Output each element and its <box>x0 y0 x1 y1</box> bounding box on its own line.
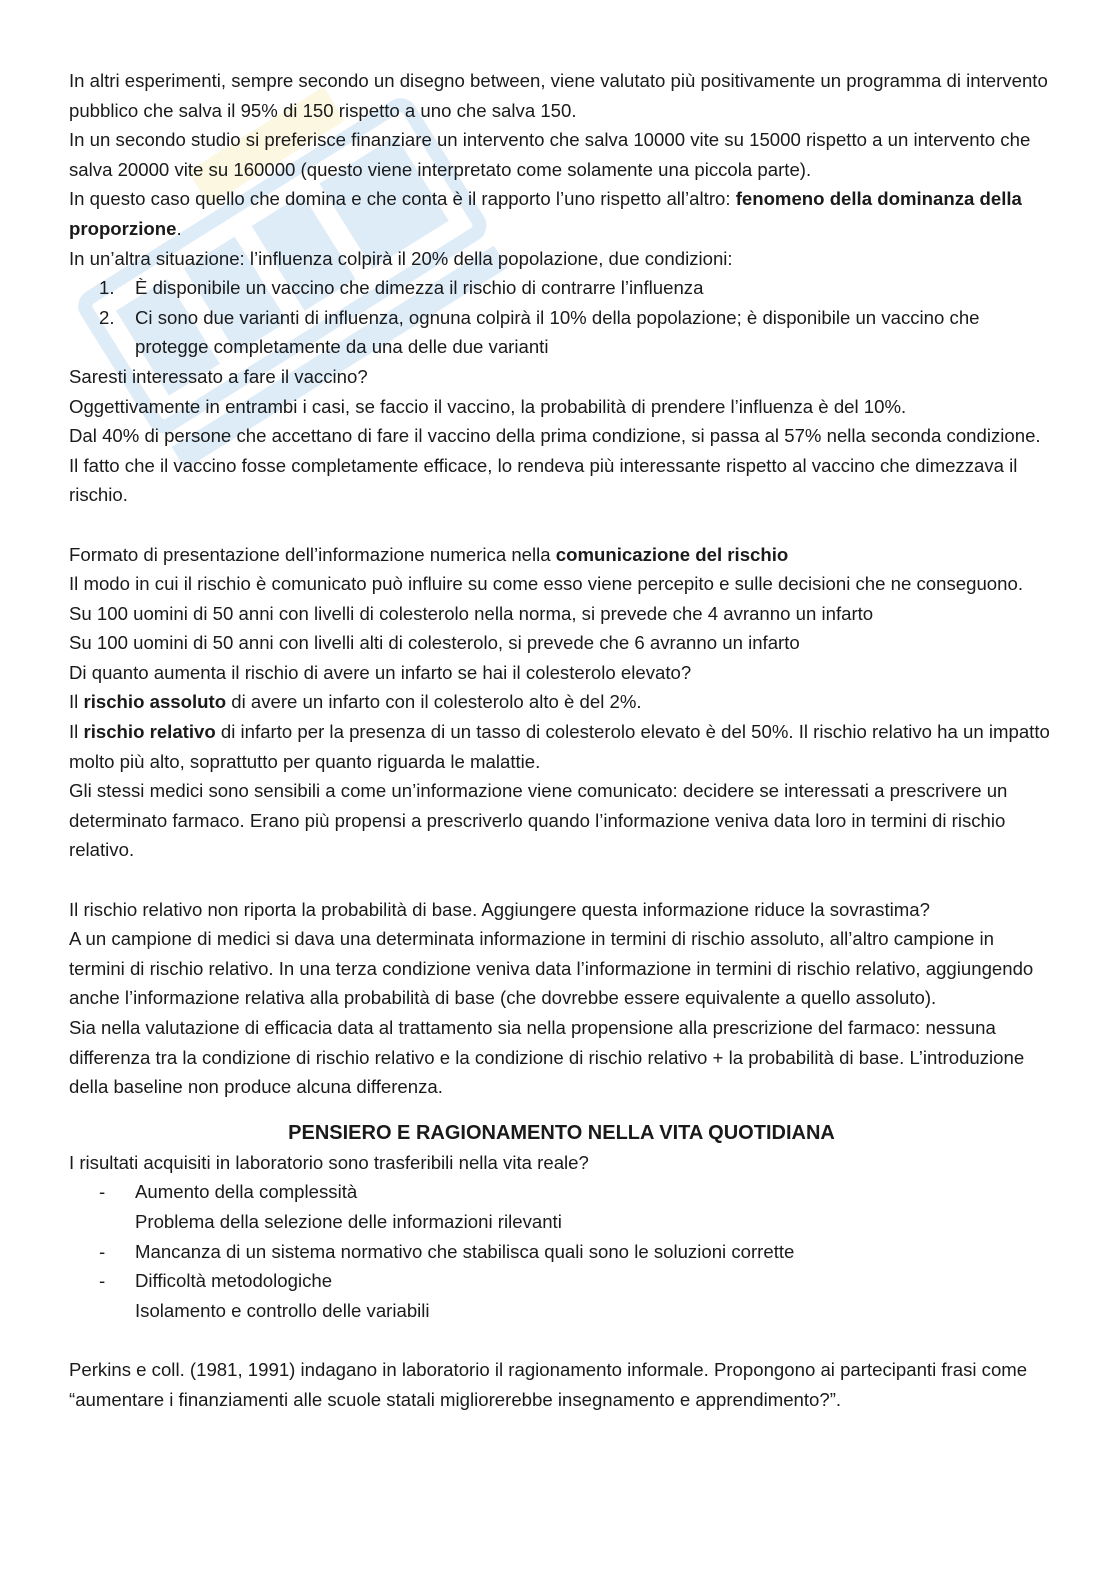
text-span: . <box>176 217 182 239</box>
list-item-text: Difficoltà metodologiche <box>135 1270 333 1292</box>
list-marker: 2. <box>99 306 115 328</box>
paragraph: Perkins e coll. (1981, 1991) indagano in laboratorio il ragionamento informale. Propongono ai partecipanti frasi come “aumentare i finanziamenti alle scuole statali migliorerebbe insegnamento e apprendimento?”. <box>69 1358 1028 1410</box>
bullet-list <box>69 1177 1054 1325</box>
list-item <box>69 1177 1054 1207</box>
paragraph <box>69 184 1054 243</box>
paragraph <box>69 717 1054 776</box>
paragraph: Il rischio relativo non riporta la probabilità di base. Aggiungere questa informazione riduce la sovrastima? <box>69 898 930 920</box>
list-marker: - <box>99 1270 106 1292</box>
section-heading: PENSIERO E RAGIONAMENTO NELLA VITA QUOTIDIANA <box>288 1121 835 1144</box>
list-item-text: Mancanza di un sistema normativo che stabilisca quali sono le soluzioni corrette <box>135 1240 795 1262</box>
text-span: di infarto per la presenza di un tasso di colesterolo elevato è del 50%. Il rischio relativo ha un impatto molto più alto, soprattutto per quanto riguarda le malattie. <box>69 721 1050 772</box>
bold-term: rischio relativo <box>83 721 216 743</box>
list-item-text: Aumento della complessità <box>135 1181 358 1203</box>
list-item-subtext: Problema della selezione delle informazioni rilevanti <box>135 1210 562 1232</box>
list-item-subtext: Isolamento e controllo delle variabili <box>135 1299 430 1321</box>
paragraph <box>69 540 1054 570</box>
text-span: di avere un infarto con il colesterolo alto è del 2%. <box>226 691 642 713</box>
bold-term: rischio assoluto <box>83 691 227 713</box>
paragraph: Di quanto aumenta il rischio di avere un infarto se hai il colesterolo elevato? <box>69 661 692 683</box>
list-item <box>69 1266 1054 1296</box>
list-marker: 1. <box>99 277 115 299</box>
list-marker: - <box>99 1240 106 1262</box>
paragraph: Su 100 uomini di 50 anni con livelli alti di colesterolo, si prevede che 6 avranno un infarto <box>69 632 800 654</box>
paragraph: Dal 40% di persone che accettano di fare il vaccino della prima condizione, si passa al 57% nella seconda condizione. Il fatto che il vaccino fosse completamente efficace, lo rendeva più interessante rispetto al vaccino che dimezzava il rischio. <box>69 425 1041 506</box>
bold-term: fenomeno della dominanza della proporzione <box>69 188 1022 239</box>
list-item-text: È disponibile un vaccino che dimezza il rischio di contrarre l’influenza <box>135 277 704 299</box>
text-span: Il <box>69 691 84 713</box>
paragraph: In altri esperimenti, sempre secondo un disegno between, viene valutato più positivamente un programma di intervento pubblico che salva il 95% di 150 rispetto a uno che salva 150. <box>69 70 1048 121</box>
paragraph: Gli stessi medici sono sensibili a come un’informazione viene comunicato: decidere se interessati a prescrivere un determinato farmaco. Erano più propensi a prescriverlo quando l’informazione veniva data loro in termini di rischio relativo. <box>69 780 1008 861</box>
spacer <box>69 1325 1054 1355</box>
paragraph: Saresti interessato a fare il vaccino? <box>69 365 368 387</box>
list-item <box>69 303 1054 362</box>
paragraph: Sia nella valutazione di efficacia data al trattamento sia nella propensione alla prescrizione del farmaco: nessuna differenza tra la condizione di rischio relativo e la condizione di rischio relativo + la probabilità di base. L’introduzione della baseline non produce alcuna differenza. <box>69 1017 1025 1098</box>
list-item-sub <box>69 1207 1054 1237</box>
paragraph: Su 100 uomini di 50 anni con livelli di colesterolo nella norma, si prevede che 4 avranno un infarto <box>69 602 874 624</box>
paragraph <box>69 687 1054 717</box>
paragraph: In un secondo studio si preferisce finanziare un intervento che salva 10000 vite su 15000 rispetto a un intervento che salva 20000 vite su 160000 (questo viene interpretato come solamente una piccola parte). <box>69 129 1031 180</box>
paragraph: Oggettivamente in entrambi i casi, se faccio il vaccino, la probabilità di prendere l’influenza è del 10%. <box>69 395 907 417</box>
document-body <box>69 66 1054 1414</box>
text-span: Formato di presentazione dell’informazione numerica nella <box>69 543 556 565</box>
text-span: In questo caso quello che domina e che conta è il rapporto l’uno rispetto all’altro: <box>69 188 736 210</box>
bold-term: comunicazione del rischio <box>555 543 789 565</box>
spacer <box>69 510 1054 540</box>
spacer <box>69 865 1054 895</box>
paragraph: I risultati acquisiti in laboratorio sono trasferibili nella vita reale? <box>69 1151 589 1173</box>
list-item-text: Ci sono due varianti di influenza, ognuna colpirà il 10% della popolazione; è disponibile un vaccino che protegge completamente da una delle due varianti <box>135 306 980 358</box>
list-marker: - <box>99 1181 106 1203</box>
paragraph: A un campione di medici si dava una determinata informazione in termini di rischio assoluto, all’altro campione in termini di rischio relativo. In una terza condizione veniva data l’informazione in termini di rischio relativo, aggiungendo anche l’informazione relativa alla probabilità di base (che dovrebbe essere equivalente a quello assoluto). <box>69 928 1034 1009</box>
text-span: Il <box>69 721 84 743</box>
list-item <box>69 273 1054 303</box>
list-item-sub <box>69 1296 1054 1326</box>
paragraph: In un’altra situazione: l’influenza colpirà il 20% della popolazione, due condizioni: <box>69 247 733 269</box>
numbered-list <box>69 273 1054 362</box>
paragraph: Il modo in cui il rischio è comunicato può influire su come esso viene percepito e sulle decisioni che ne conseguono. <box>69 573 1023 595</box>
list-item <box>69 1237 1054 1267</box>
